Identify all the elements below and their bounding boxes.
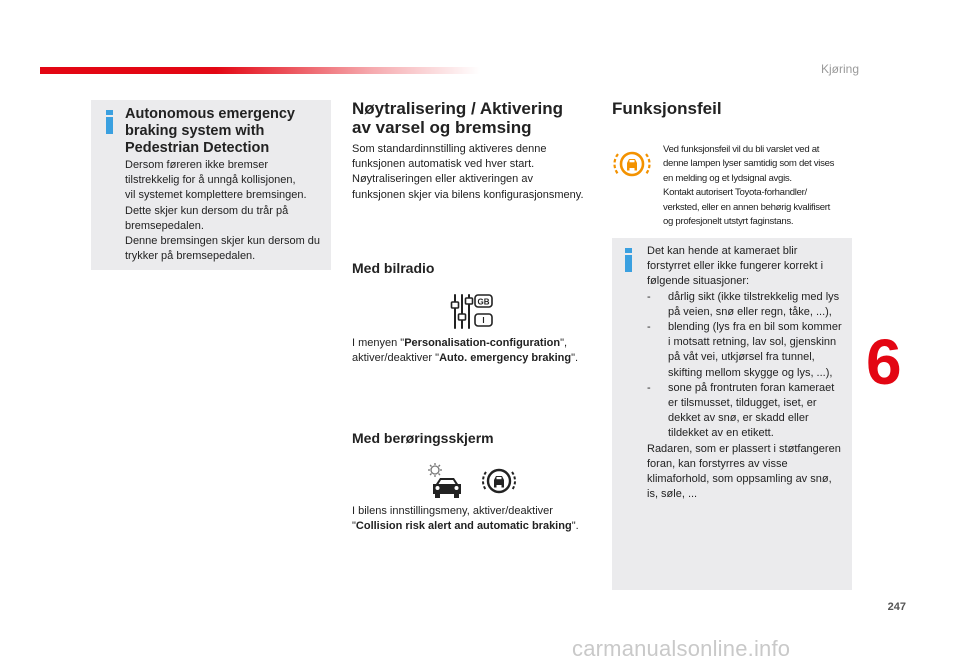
- aebs-title: Autonomous emergency braking system with Pedestrian Detection: [125, 106, 295, 156]
- menu-path: Personalisation-configuration: [404, 337, 561, 349]
- header-accent-bar: [40, 67, 480, 74]
- camera-intro-line: Det kan hende at kameraet blir: [647, 245, 798, 257]
- camera-intro-line: følgende situasjoner:: [647, 275, 750, 288]
- camera-outro-line: klimaforhold, som oppsamling av snø,: [647, 473, 832, 486]
- camera-info-body: [647, 244, 849, 502]
- aebs-line: Denne bremsingen skjer kun dersom du: [125, 235, 321, 248]
- watermark: carmanualsonline.info: [572, 636, 791, 661]
- camera-intro-line: forstyrret eller ikke fungerer korrekt i: [647, 260, 824, 273]
- radio-heading: Med bilradio: [352, 260, 435, 276]
- camera-outro-line: Radaren, som er plassert i støtfangeren: [647, 442, 841, 455]
- aebs-line: tilstrekkelig for å unngå kollisjonen,: [125, 174, 296, 187]
- malfunction-text: [663, 143, 853, 229]
- icon-badge-bottom: I: [482, 316, 485, 325]
- neutralize-line: Som standardinnstilling aktiveres denne: [352, 143, 547, 155]
- touchscreen-option: Collision risk alert and automatic braking: [355, 520, 572, 533]
- touchscreen-line: I bilens innstillingsmeny, aktiver/deaktiver: [352, 505, 553, 517]
- aebs-line: vil systemet komplettere bremsingen.: [125, 189, 307, 202]
- icon-badge-top: GB: [477, 297, 490, 307]
- malfunction-line: Kontakt autorisert Toyota-forhandler/: [663, 187, 807, 199]
- car-settings-icon: [424, 462, 464, 500]
- camera-conditions-list: [647, 290, 849, 442]
- menu-option: Auto. emergency braking: [439, 352, 572, 365]
- malfunction-line: og profesjonelt utstyrt faginstans.: [663, 216, 794, 228]
- aebs-line: Dersom føreren ikke bremser: [125, 159, 269, 171]
- neutralize-body: [352, 142, 602, 203]
- aebs-line: bremsepedalen.: [125, 219, 204, 232]
- malfunction-line: Ved funksjonsfeil vil du bli varslet ved at: [663, 144, 820, 155]
- list-item: - sone på frontruten foran kameraet er tilsmusset, tildugget, iset, er dekket av snø, er skadd eller tildekket av en etikett.: [647, 381, 849, 442]
- camera-info-box: [612, 238, 852, 590]
- radio-instructions: I menyen "Personalisation-configuration", aktiver/deaktiver "Auto. emergency braking".: [352, 337, 579, 365]
- settings-sliders-icon: [450, 292, 494, 332]
- neutralize-line: Nøytraliseringen eller aktiveringen av: [352, 173, 533, 186]
- chapter-number: 6: [866, 326, 902, 398]
- aebs-info-box: [91, 100, 331, 270]
- page-number: 247: [887, 601, 906, 613]
- malfunction-title: Funksjonsfeil: [612, 99, 722, 118]
- section-title: Kjøring: [820, 62, 859, 76]
- neutralize-line: funksjonen automatisk ved hver start.: [352, 158, 535, 171]
- list-item: - blending (lys fra en bil som kommer i motsatt retning, lav sol, gjenskinn på våt vei, utkjørsel fra tunnel, skifting mellom skygge og lys, ...),: [647, 320, 849, 381]
- neutralize-line: funksjonen skjer via bilens konfigurasjonsmeny.: [352, 188, 584, 201]
- collision-warning-icon: [481, 464, 517, 498]
- malfunction-line: en melding og et lydsignal avgis.: [663, 172, 792, 184]
- camera-outro-line: is, søle, ...: [647, 488, 698, 501]
- info-icon: [621, 248, 637, 272]
- malfunction-line: verksted, eller en annen behørig kvalifisert: [663, 201, 831, 213]
- camera-outro-line: foran, kan forstyrres av visse: [647, 457, 788, 470]
- aebs-body: [125, 158, 329, 264]
- malfunction-line: denne lampen lyser samtidig som det vises: [663, 158, 835, 170]
- list-item: - dårlig sikt (ikke tilstrekkelig med lys på veien, snø eller regn, tåke, ...),: [647, 290, 849, 320]
- touchscreen-instructions: I bilens innstillingsmeny, aktiver/deaktiver "Collision risk alert and automatic braking".: [352, 504, 602, 534]
- neutralize-title: [352, 99, 602, 137]
- aebs-line: trykker på bremsepedalen.: [125, 250, 256, 263]
- neutralize-title-line: av varsel og bremsing: [352, 118, 532, 137]
- collision-warning-lamp-icon: [612, 146, 652, 182]
- neutralize-title-line: Nøytralisering / Aktivering: [352, 99, 563, 118]
- aebs-line: Dette skjer kun dersom du trår på: [125, 204, 289, 217]
- info-icon: [102, 110, 118, 134]
- touchscreen-heading: Med berøringsskjerm: [352, 430, 494, 446]
